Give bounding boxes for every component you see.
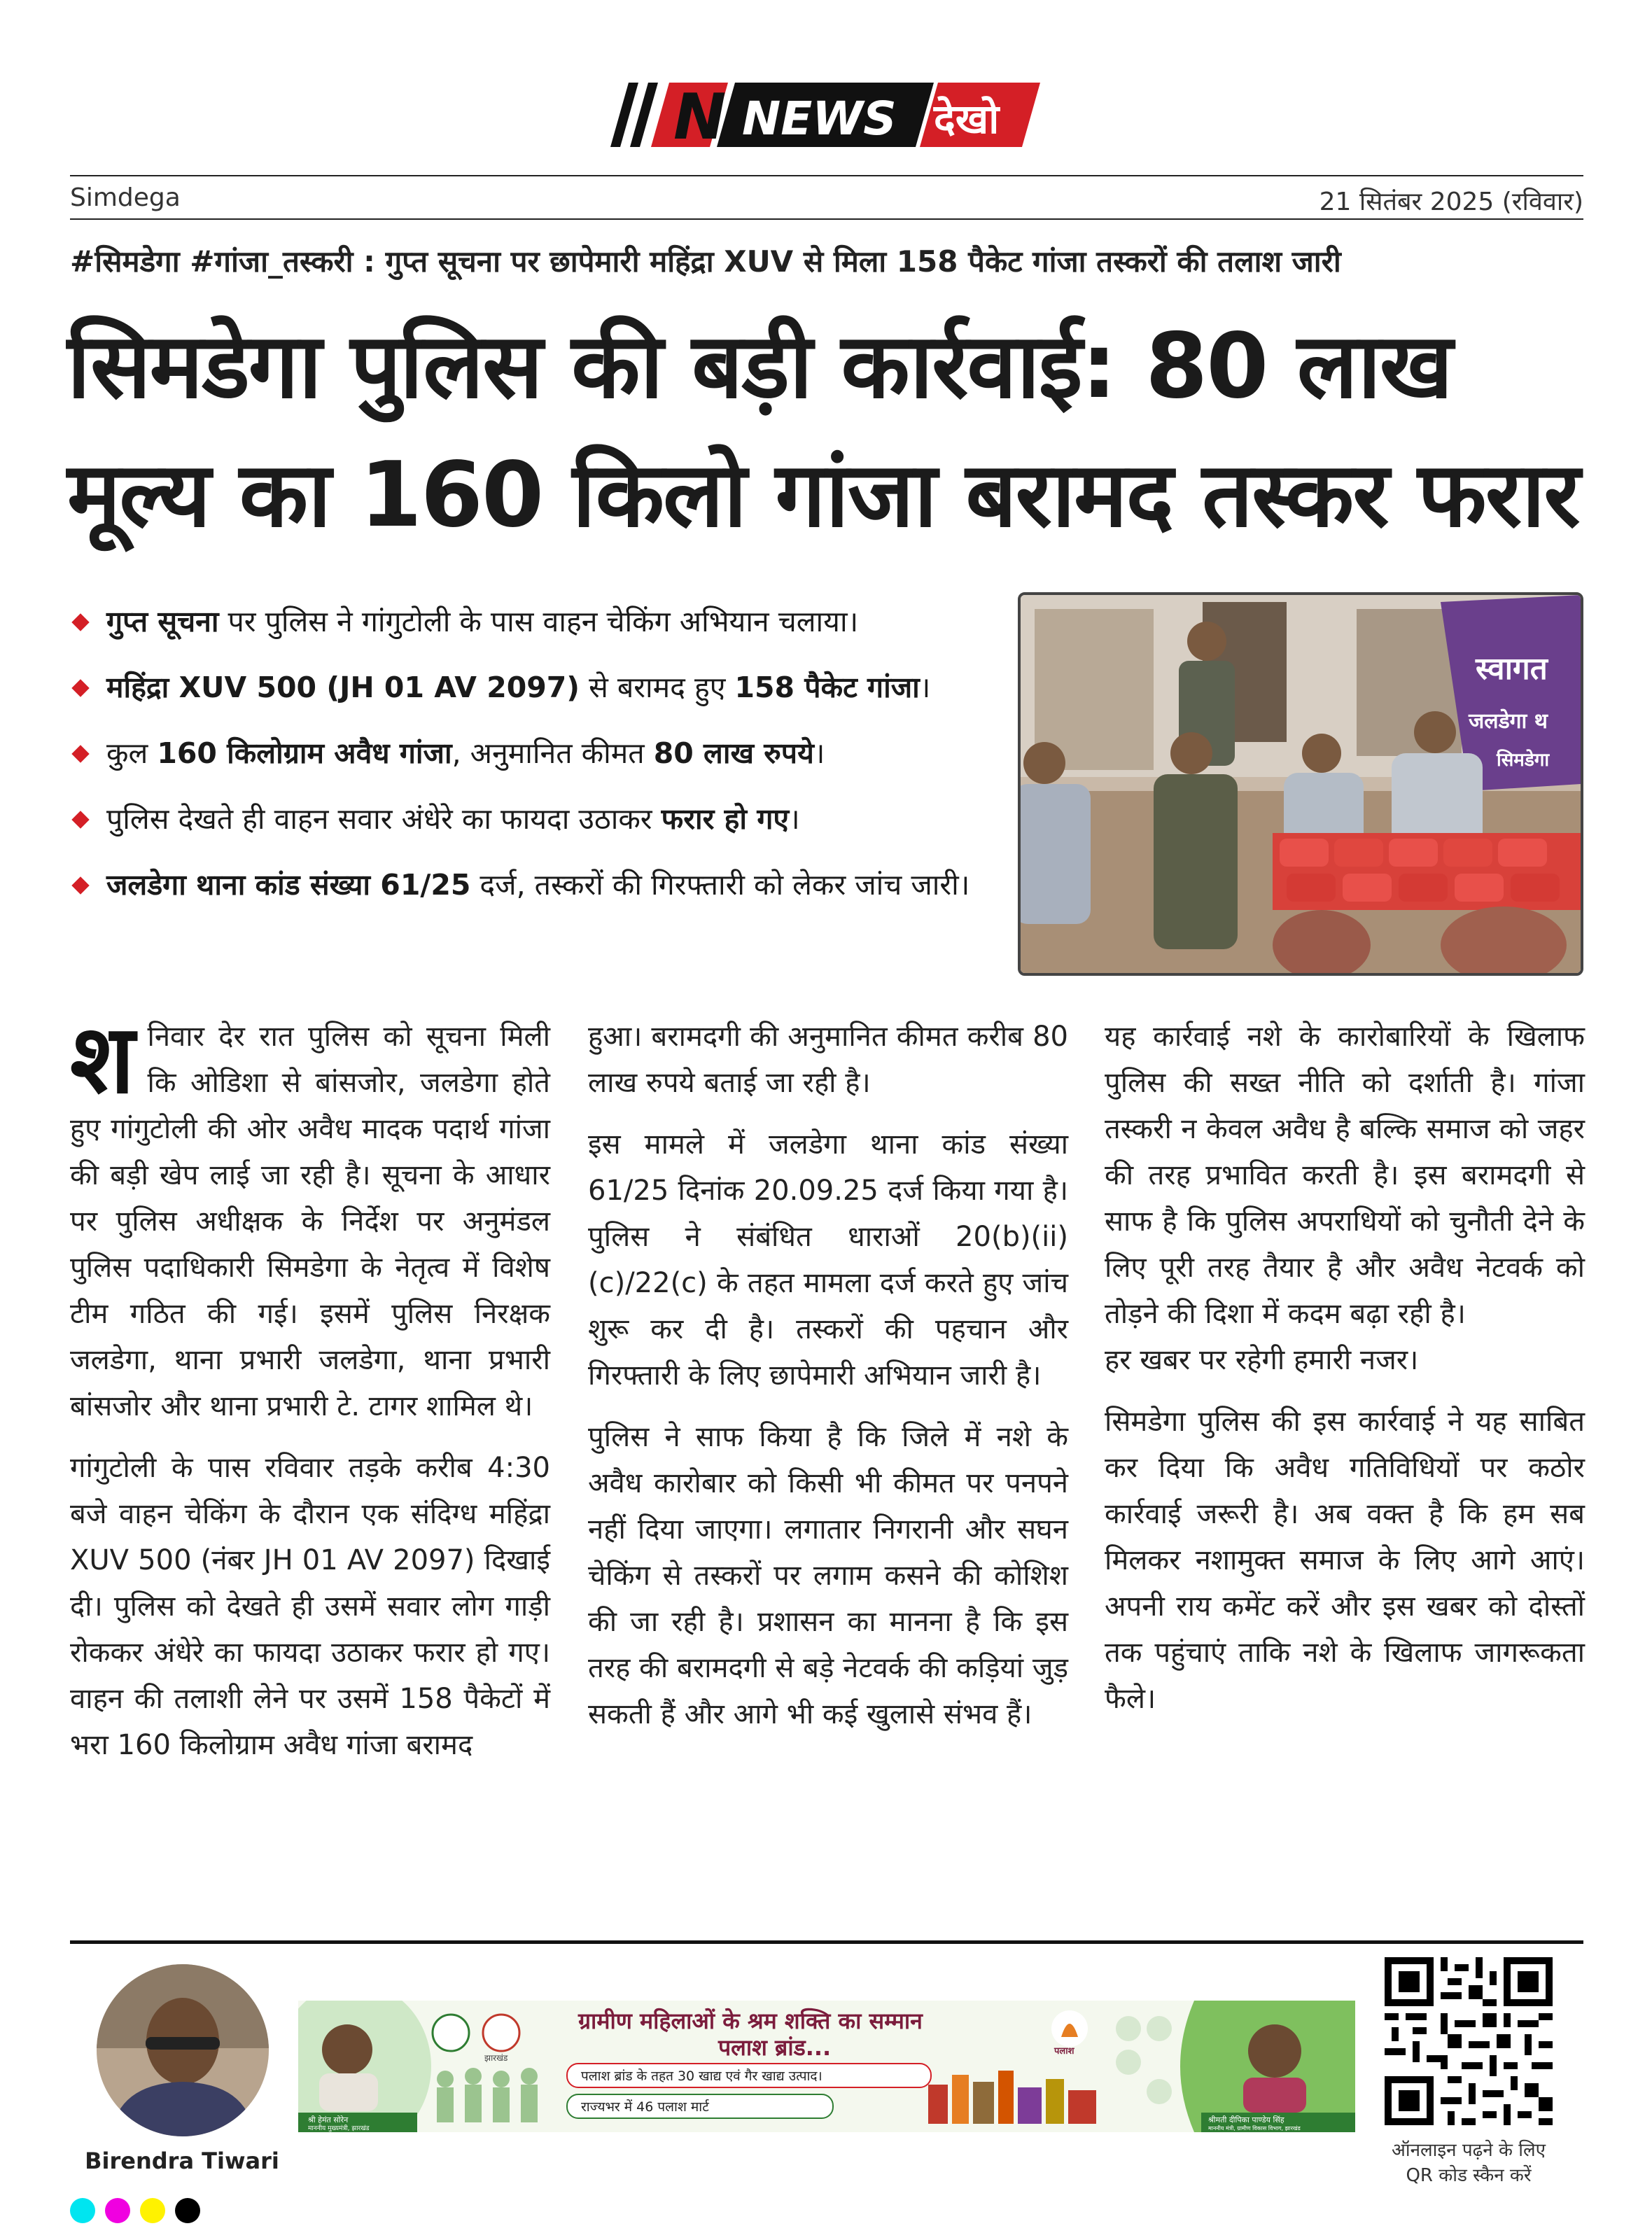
cmyk-yellow-dot <box>140 2198 165 2223</box>
article-column-2 <box>588 1014 1068 1753</box>
ad-title-1: ग्रामीण महिलाओं के श्रम शक्ति का सम्मान <box>578 2008 923 2034</box>
state-label: झारखंड <box>484 2053 508 2063</box>
headline <box>67 302 1593 560</box>
state-emblem-icon <box>433 2015 469 2051</box>
minister-caption: श्रीमती दीपिका पाण्डेय सिंह <box>1208 2115 1284 2124</box>
article-column-3 <box>1105 1014 1585 1737</box>
cmyk-cyan-dot <box>70 2198 95 2223</box>
highlight-item: जलडेगा थाना कांड संख्या 61/25 दर्ज, तस्करों की गिरफ्तारी को लेकर जांच जारी। <box>70 862 980 907</box>
kicker-text: #सिमडेगा #गांजा_तस्करी : गुप्त सूचना पर छापेमारी महिंद्रा XUV से मिला 158 पैकेट गांजा तस्करों की तलाश जारी <box>70 244 1341 279</box>
ad-subtitle-1: पलाश ब्रांड के तहत 30 खाद्य एवं गैर खाद्य उत्पाद। <box>581 2068 822 2084</box>
article-paragraph: हर खबर पर रहेगी हमारी नजर। <box>1105 1344 1419 1376</box>
article-paragraph: पुलिस ने साफ किया है कि जिले में नशे के अवैध कारोबार को किसी भी कीमत पर पनपने नहीं दिया जाएगा। लगातार निगरानी और सघन चेकिंग से तस्करों पर लगाम कसने की कोशिश की जा रही है। प्रशासन का मानना है कि इस तरह की बरामदगी से बड़े नेटवर्क की कड़ियां जुड़ सकती हैं और आगे भी कई खुलासे संभव हैं। <box>588 1421 1068 1730</box>
article-paragraph: शनिवार देर रात पुलिस को सूचना मिली कि ओडिशा से बांसजोर, जलडेगा होते हुए गांगुटोली की ओर अवैध मादक पदार्थ गांजा की बड़ी खेप लाई जा रही है। सूचना के आधार पर पुलिस अधीक्षक के निर्देश पर अनुमंडल पुलिस पदाधिकारी सिमडेगा के नेतृत्व में विशेष टीम गठित की गई। इसमें पुलिस निरक्षक जलडेगा, थाना प्रभारी जलडेगा, थाना प्रभारी बांसजोर और थाना प्रभारी टे. टागर शामिल थे। <box>70 1004 550 1422</box>
author-name: Birendra Tiwari <box>85 2148 279 2174</box>
highlight-item: कुल 160 किलोग्राम अवैध गांजा, अनुमानित कीमत 80 लाख रुपये। <box>70 731 980 776</box>
logo-hindi-text: देखो <box>934 95 1000 143</box>
qr-caption: ऑनलाइन पढ़ने के लिए QR कोड स्कैन करें <box>1392 2140 1546 2186</box>
article-paragraph: इस मामले में जलडेगा थाना कांड संख्या 61/25 दिनांक 20.09.25 दर्ज किया गया है। पुलिस ने संबंधित धाराओं 20(b)(ii)(c)/22(c) के तहत मामला दर्ज करते हुए जांच शुरू कर दी है। तस्करों की पहचान और गिरफ्तारी के लिए छापेमारी अभियान जारी है। <box>588 1128 1068 1392</box>
article-paragraph: हुआ। बरामदगी की अनुमानित कीमत करीब 80 लाख रुपये बताई जा रही है। <box>588 1021 1068 1099</box>
highlight-item: पुलिस देखते ही वाहन सवार अंधेरे का फायदा उठाकर फरार हो गए। <box>70 797 980 841</box>
headline-line-1: सिमडेगा पुलिस की बड़ी कार्रवाई: 80 लाख <box>67 314 1452 419</box>
author-avatar <box>97 1964 269 2136</box>
cm-photo <box>322 2024 372 2075</box>
article-column-1 <box>70 1004 550 1784</box>
palash-brand-text: पलाश <box>1054 2046 1074 2057</box>
top-rule <box>70 175 1583 176</box>
palash-advertisement[interactable] <box>298 2001 1355 2132</box>
photo-banner-text-1: स्वागत <box>1476 651 1548 687</box>
article-paragraph: गांगुटोली के पास रविवार तड़के करीब 4:30 बजे वाहन चेकिंग के दौरान एक संदिग्ध महिंद्रा XUV 500 (नंबर JH 01 AV 2097) दिखाई दी। पुलिस को देखते ही उसमें सवार लोग गाड़ी रोककर अंधेरे का फायदा उठाकर फरार हो गए। वाहन की तलाशी लेने पर उसमें 158 पैकेटों में भरा 160 किलोग्राम अवैध गांजा बरामद <box>70 1452 550 1761</box>
cmyk-black-dot <box>175 2198 200 2223</box>
minister-caption-2: माननीय मंत्री, ग्रामीण विकास विभाग, झारखंड <box>1208 2125 1301 2132</box>
highlight-item: गुप्त सूचना पर पुलिस ने गांगुटोली के पास वाहन चेकिंग अभियान चलाया। <box>70 599 980 644</box>
news-photo <box>1018 592 1583 976</box>
highlight-item: महिंद्रा XUV 500 (JH 01 AV 2097) से बरामद हुए 158 पैकेट गांजा। <box>70 665 980 710</box>
diamond-bullet-icon <box>71 876 89 894</box>
cm-caption-2: माननीय मुख्यमंत्री, झारखंड <box>308 2125 370 2132</box>
ad-title-2: पलाश ब्रांड... <box>718 2034 832 2061</box>
ad-subtitle-2: राज्यभर में 46 पलाश मार्ट <box>581 2099 709 2115</box>
logo-news-text: NEWS <box>742 92 897 146</box>
jslps-logo-icon <box>483 2015 519 2051</box>
article-paragraph: सिमडेगा पुलिस की इस कार्रवाई ने यह साबित कर दिया कि अवैध गतिविधियों पर कठोर कार्रवाई जरूरी है। अब वक्त है कि हम सब मिलकर नशामुक्त समाज के लिए आगे आएं। अपनी राय कमेंट करें और इस खबर को दोस्तों तक पहुंचाएं ताकि नशे के खिलाफ जागरूकता फैले। <box>1105 1406 1585 1715</box>
diamond-bullet-icon <box>71 811 89 828</box>
drop-cap: श <box>70 1004 135 1115</box>
date-label: 21 सितंबर 2025 (रविवार) <box>1319 188 1583 216</box>
diamond-bullet-icon <box>71 745 89 762</box>
qr-code[interactable] <box>1385 1957 1553 2125</box>
diamond-bullet-icon <box>71 679 89 696</box>
headline-line-2: मूल्य का 160 किलो गांजा बरामद तस्कर फरार <box>67 443 1579 547</box>
footer-rule <box>70 1940 1583 1944</box>
svg-text:N: N <box>673 81 727 148</box>
location-label: Simdega <box>70 183 181 212</box>
newspaper-logo <box>605 81 1053 148</box>
cmyk-magenta-dot <box>105 2198 130 2223</box>
photo-banner-text-2: जलडेगा थ <box>1469 709 1548 734</box>
dateline-rule <box>70 218 1583 220</box>
highlights-list <box>70 599 980 928</box>
photo-banner-text-3: सिमडेगा <box>1497 750 1550 771</box>
diamond-bullet-icon <box>71 613 89 631</box>
cm-caption: श्री हेमंत सोरेन <box>308 2115 349 2124</box>
minister-photo <box>1248 2024 1301 2078</box>
article-paragraph: यह कार्रवाई नशे के कारोबारियों के खिलाफ पुलिस की सख्त नीति को दर्शाती है। गांजा तस्करी न केवल अवैध है बल्कि समाज को जहर की तरह प्रभावित करती है। इस बरामदगी से साफ है कि पुलिस अपराधियों को चुनौती देने के लिए पूरी तरह तैयार है और अवैध नेटवर्क को तोड़ने की दिशा में कदम बढ़ा रही है। <box>1105 1021 1585 1330</box>
